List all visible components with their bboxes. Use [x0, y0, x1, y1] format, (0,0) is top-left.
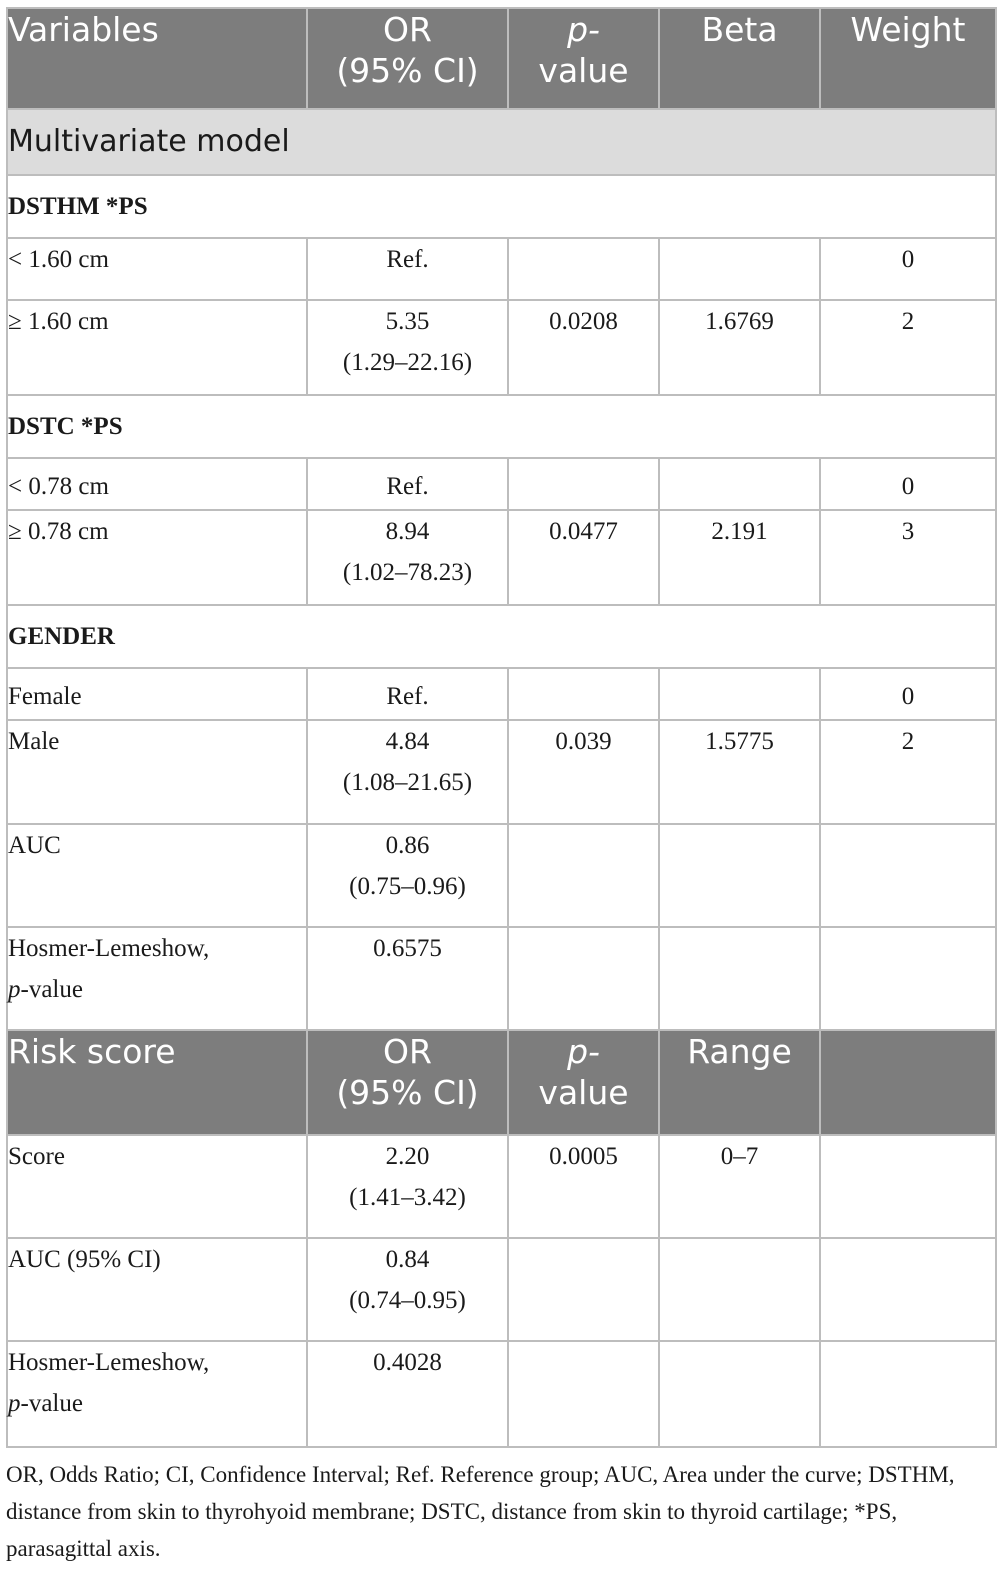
hl-value: 0.6575 — [307, 927, 508, 1030]
weight-value: 0 — [820, 458, 996, 510]
p-value: 0.039 — [508, 720, 659, 824]
or-value: Ref. — [307, 238, 508, 300]
beta-value: 2.191 — [659, 510, 820, 605]
col-header-beta: Beta — [659, 8, 820, 109]
hl-value: 0.4028 — [307, 1341, 508, 1447]
p-value: 0.0005 — [508, 1135, 659, 1238]
row-label: ≥ 0.78 cm — [7, 510, 307, 605]
beta-value — [659, 238, 820, 300]
table-row — [7, 458, 996, 510]
p-value: 0.0477 — [508, 510, 659, 605]
col-header-weight: Weight — [820, 8, 996, 109]
table-row — [7, 1238, 996, 1341]
row-label: AUC — [7, 824, 307, 927]
table-row — [7, 300, 996, 395]
col-header-or: OR (95% CI) — [307, 1030, 508, 1135]
or-value: Ref. — [307, 668, 508, 720]
weight-value: 0 — [820, 668, 996, 720]
beta-value — [659, 458, 820, 510]
section-title: Multivariate model — [7, 109, 996, 175]
risk-header-row — [7, 1030, 996, 1135]
table-row — [7, 1135, 996, 1238]
row-label: < 1.60 cm — [7, 238, 307, 300]
col-header-variables: Variables — [7, 8, 307, 109]
results-table — [6, 7, 997, 1448]
beta-value: 1.5775 — [659, 720, 820, 824]
table-header-row — [7, 8, 996, 109]
table-row — [7, 238, 996, 300]
col-header-p-value: p- value — [508, 8, 659, 109]
row-label: AUC (95% CI) — [7, 1238, 307, 1341]
group-title: DSTHM *PS — [7, 175, 996, 238]
weight-value: 3 — [820, 510, 996, 605]
row-label: Male — [7, 720, 307, 824]
or-value: 4.84 (1.08–21.65) — [307, 720, 508, 824]
auc-value: 0.84 (0.74–0.95) — [307, 1238, 508, 1341]
or-value: 8.94 (1.02–78.23) — [307, 510, 508, 605]
range-value: 0–7 — [659, 1135, 820, 1238]
table-footnote: OR, Odds Ratio; CI, Confidence Interval; Ref. Reference group; AUC, Area under the curve; DSTHM, distance from skin to thyrohyoid membrane; DSTC, distance from skin to thyroid cartilage; *PS, parasagittal axis. — [6, 1462, 955, 1561]
group-title: GENDER — [7, 605, 996, 668]
weight-value: 2 — [820, 720, 996, 824]
section-row — [7, 109, 996, 175]
or-value: 5.35 (1.29–22.16) — [307, 300, 508, 395]
col-header-range: Range — [659, 1030, 820, 1135]
row-label: Hosmer-Lemeshow, p-value — [7, 1341, 307, 1447]
table-row — [7, 927, 996, 1030]
group-row — [7, 605, 996, 668]
or-value: Ref. — [307, 458, 508, 510]
auc-value: 0.86 (0.75–0.96) — [307, 824, 508, 927]
table-row — [7, 668, 996, 720]
group-title: DSTC *PS — [7, 395, 996, 458]
row-label: < 0.78 cm — [7, 458, 307, 510]
beta-value — [659, 668, 820, 720]
or-value: 2.20 (1.41–3.42) — [307, 1135, 508, 1238]
table-row — [7, 510, 996, 605]
weight-value: 0 — [820, 238, 996, 300]
row-label: Hosmer-Lemeshow, p-value — [7, 927, 307, 1030]
group-row — [7, 395, 996, 458]
table-row — [7, 720, 996, 824]
table-row — [7, 1341, 996, 1447]
row-label: Female — [7, 668, 307, 720]
p-value — [508, 238, 659, 300]
row-label: Score — [7, 1135, 307, 1238]
col-header-or: OR (95% CI) — [307, 8, 508, 109]
p-value: 0.0208 — [508, 300, 659, 395]
beta-value: 1.6769 — [659, 300, 820, 395]
col-header-p-value: p- value — [508, 1030, 659, 1135]
weight-value: 2 — [820, 300, 996, 395]
group-row — [7, 175, 996, 238]
row-label: ≥ 1.60 cm — [7, 300, 307, 395]
col-header-risk-score: Risk score — [7, 1030, 307, 1135]
p-value — [508, 458, 659, 510]
table-row — [7, 824, 996, 927]
p-value — [508, 668, 659, 720]
